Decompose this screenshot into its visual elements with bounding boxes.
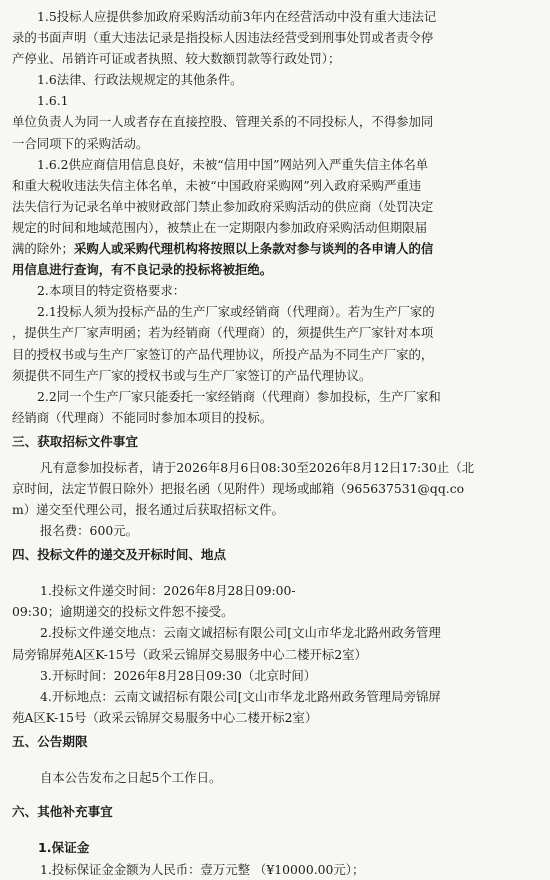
paragraph-line: 报名费：600元。 (40, 523, 138, 539)
paragraph-line: 2.1投标人须为投标产品的生产厂家或经销商（代理商）。若为生产厂家的 (37, 304, 435, 320)
emphasized-text: 采购人或采购代理机构将按照以上条款对参与谈判的各申请人的信 (73, 241, 434, 257)
paragraph-line: 单位负责人为同一人或者存在直接控股、管理关系的不同投标人，不得参加同 (12, 114, 434, 130)
paragraph-line: 1.投标文件递交时间：2026年8月28日09:00- (40, 583, 296, 599)
paragraph-line: 经销商（代理商）不能同时参加本项目的投标。 (12, 409, 273, 425)
paragraph-line: ，提供生产厂家声明函；若为经销商（代理商）的，须提供生产厂家针对本项 (12, 325, 434, 341)
paragraph-text: 满的除外； (12, 241, 74, 257)
emphasized-line: 用信息进行查询，有不良记录的投标将被拒绝。 (12, 262, 273, 278)
paragraph-line: 录的书面声明（重大违法记录是指投标人因违法经营受到刑事处罚或者责令停 (12, 30, 434, 46)
section-heading-3: 三、获取招标文件事宜 (12, 433, 138, 449)
paragraph-line: 规定的时间和地域范围内），被禁止在一定期限内参加政府采购活动但期限届 (12, 219, 428, 235)
paragraph-line: 2.投标文件递交地点：云南文诚招标有限公司[文山市华龙北路州政务管理 (40, 625, 441, 641)
paragraph-line: 京时间，法定节假日除外）把报名函（见附件）现场或邮箱（965637531@qq.co (12, 480, 465, 496)
paragraph-line: 产停业、吊销许可证或者执照、较大数额罚款等行政处罚）； (12, 51, 341, 67)
paragraph-line: 09:30；逾期递交的投标文件恕不接受。 (12, 604, 234, 620)
paragraph-line: 2.2同一个生产厂家只能委托一家经销商（代理商）参加投标，生产厂家和 (37, 388, 441, 404)
paragraph-line: 凡有意参加投标者，请于2026年8月6日08:30至2026年8月12日17:30止（北 (40, 459, 475, 475)
subsection-heading: 1.保证金 (38, 840, 90, 855)
paragraph-line: 目的授权书或与生产厂家签订的产品代理协议，所投产品为不同生产厂家的， (12, 346, 434, 362)
paragraph-line: 自本公告发布之日起5个工作日。 (40, 769, 222, 785)
paragraph-line: 2.本项目的特定资格要求： (37, 283, 186, 299)
section-heading-6: 六、其他补充事宜 (12, 804, 113, 819)
paragraph-line: 1.5投标人应提供参加政府采购活动前3年内在经营活动中没有重大违法记 (37, 9, 437, 24)
paragraph-line: 法失信行为记录名单中被财政部门禁止参加政府采购活动的供应商（处罚决定 (12, 198, 434, 214)
section-heading-4: 四、投标文件的递交及开标时间、地点 (12, 547, 227, 563)
paragraph-line: m）递交至代理公司，报名通过后获取招标文件。 (12, 502, 284, 518)
paragraph-line: 1.6.1 (37, 93, 69, 109)
paragraph-line: 苑A区K-15号（政采云锦屏交易服务中心二楼开标2室） (12, 709, 318, 725)
paragraph-line: 一合同项下的采购活动。 (12, 135, 149, 151)
section-heading-5: 五、公告期限 (12, 733, 88, 749)
paragraph-line: 局旁锦屏苑A区K-15号（政采云锦屏交易服务中心二楼开标2室） (12, 646, 367, 662)
paragraph-line: 1.6法律、行政法规规定的其他条件。 (37, 72, 243, 88)
paragraph-line (12, 238, 538, 259)
paragraph-line: 3.开标时间：2026年8月28日09:30（北京时间） (40, 667, 317, 683)
paragraph-line: 1.6.2供应商信用信息良好，未被“信用中国”网站列入严重失信主体名单 (37, 156, 429, 172)
paragraph-line: 须提供不同生产厂家的授权书或与生产厂家签订的产品代理协议。 (12, 367, 372, 383)
paragraph-line: 4.开标地点：云南文诚招标有限公司[文山市华龙北路州政务管理局旁锦屏 (40, 688, 441, 704)
paragraph-line: 和重大税收违法失信主体名单，未被“中国政府采购网”列入政府采购严重违 (12, 177, 422, 193)
paragraph-line: 1.投标保证金金额为人民币：壹万元整 （¥10000.00元）； (40, 862, 365, 877)
